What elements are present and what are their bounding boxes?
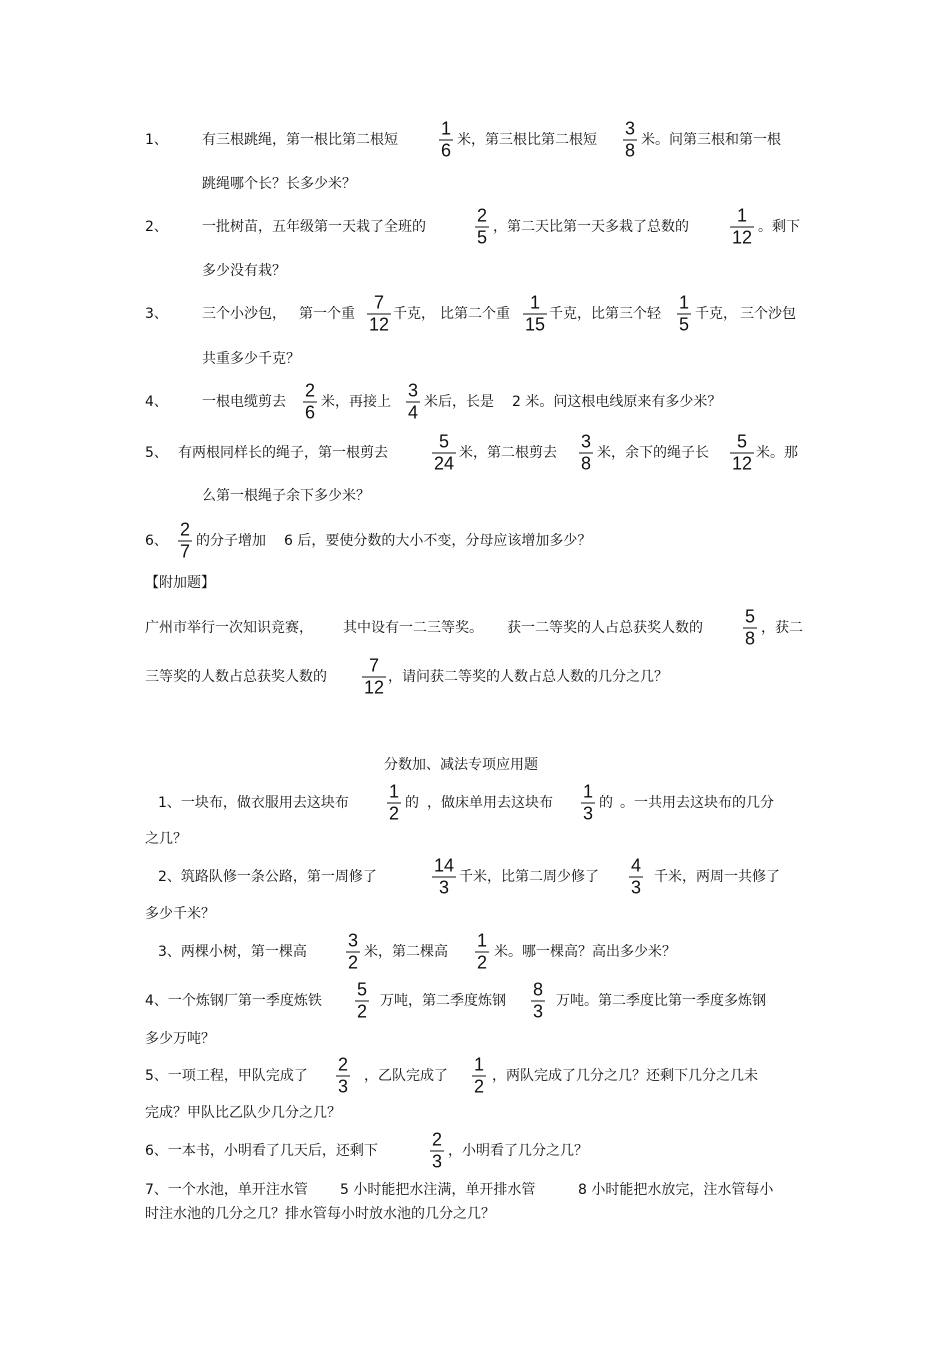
problem-text: 3、两棵小树，第一棵高 [158, 944, 307, 960]
problem-text: 千克，比第三个轻 [549, 306, 661, 322]
problem-text: 米。那 [756, 445, 798, 461]
problem-text: 完成？甲队比乙队少几分之几？ [145, 1105, 341, 1121]
problem-text: 5、一项工程，甲队完成了 [145, 1068, 308, 1084]
problem-number: 4、 [145, 394, 168, 410]
fraction: 1 12 [731, 205, 753, 248]
fraction: 5 8 [744, 606, 756, 649]
problem-text: 的 [405, 795, 419, 811]
problem-text: 比第二个重 [440, 306, 510, 322]
problem-text: 一根电缆剪去 [202, 394, 286, 410]
problem-text: 获一二等奖的人占总获奖人数的 [507, 620, 703, 636]
fraction: 4 3 [630, 855, 642, 898]
problem-text: 有三根跳绳，第一根比第二根短 [202, 132, 398, 148]
fraction: 1 15 [524, 292, 546, 335]
problem-text: 有两根同样长的绳子，第一根剪去 [178, 445, 388, 461]
problem-text: 米，再接上 [321, 394, 391, 410]
fraction: 1 2 [476, 930, 488, 973]
fraction: 3 4 [407, 380, 419, 423]
problem-text: 米。问第三根和第一根 [641, 132, 781, 148]
fraction: 1 2 [388, 781, 400, 824]
problem-text: 7、一个水池，单开注水管 [145, 1182, 308, 1198]
problem-text: 。一共用去这块布的几分 [620, 795, 774, 811]
problem-text: 4、一个炼钢厂第一季度炼铁 [145, 993, 322, 1009]
fraction: 2 5 [476, 205, 488, 248]
problem-text: 么第一根绳子余下多少米？ [202, 488, 370, 504]
problem-text: 第一个重 [299, 306, 355, 322]
problem-number: 1、 [145, 132, 168, 148]
problem-text: 之几？ [145, 831, 187, 847]
problem-text: ，请问获二等奖的人数占总人数的几分之几？ [388, 669, 668, 685]
problem-text: ，小明看了几分之几？ [448, 1143, 588, 1159]
problem-text: 米，第二棵高 [364, 944, 448, 960]
problem-number: 6、 [145, 533, 168, 549]
fraction: 3 8 [580, 431, 592, 474]
fraction: 8 3 [532, 979, 544, 1022]
problem-text: 其中设有一二三等奖。 [343, 620, 483, 636]
problem-text: 千米，比第二周少修了 [459, 869, 599, 885]
problem-text: 米，余下的绳子长 [597, 445, 709, 461]
problem-text: 米。哪一棵高？高出多少米？ [494, 944, 676, 960]
problem-text: 米后，长是 [424, 394, 494, 410]
bonus-title: 【附加题】 [145, 575, 215, 591]
fraction: 14 3 [433, 855, 455, 898]
problem-text: 2、筑路队修一条公路，第一周修了 [158, 869, 377, 885]
fraction: 7 12 [368, 292, 390, 335]
problem-text: 6 后，要使分数的大小不变，分母应该增加多少？ [284, 533, 592, 549]
problem-text: 时注水池的几分之几？排水管每小时放水池的几分之几？ [145, 1206, 495, 1222]
problem-text: 一批树苗，五年级第一天栽了全班的 [202, 219, 426, 235]
problem-number: 2、 [145, 219, 168, 235]
fraction: 5 24 [433, 431, 455, 474]
fraction: 2 3 [337, 1054, 349, 1097]
problem-text: 的分子增加 [196, 533, 266, 549]
fraction: 5 2 [356, 979, 368, 1022]
fraction: 1 5 [678, 292, 690, 335]
problem-text: 2 米。问这根电线原来有多少米？ [512, 394, 722, 410]
problem-text: 三个沙包 [740, 306, 796, 322]
problem-text: 千米，两周一共修了 [654, 869, 780, 885]
problem-text: 广州市举行一次知识竞赛， [145, 620, 313, 636]
fraction: 1 2 [473, 1054, 485, 1097]
fraction: 2 6 [304, 380, 316, 423]
fraction: 5 12 [731, 431, 753, 474]
fraction: 3 8 [624, 118, 636, 161]
problem-text: 跳绳哪个长？长多少米？ [202, 176, 356, 192]
problem-text: 5 小时能把水注满，单开排水管 [340, 1182, 536, 1198]
problem-text: ，获二 [761, 620, 803, 636]
problem-text: 三等奖的人数占总获奖人数的 [145, 669, 327, 685]
problem-text: 万吨。第二季度比第一季度多炼钢 [556, 993, 766, 1009]
fraction: 1 6 [440, 118, 452, 161]
fraction: 2 7 [179, 519, 191, 562]
problem-text: 的 [599, 795, 613, 811]
problem-text: 多少万吨？ [145, 1031, 215, 1047]
problem-text: ，做床单用去这块布 [427, 795, 553, 811]
problem-number: 5、 [145, 445, 168, 461]
fraction: 2 3 [431, 1129, 443, 1172]
problem-text: 三个小沙包， [202, 306, 286, 322]
section-title: 分数加、减法专项应用题 [384, 757, 538, 773]
problem-text: 米，第三根比第二根短 [457, 132, 597, 148]
problem-text: 千克， [695, 306, 737, 322]
problem-text: ，乙队完成了 [364, 1068, 448, 1084]
problem-text: 米，第二根剪去 [459, 445, 557, 461]
problem-text: ，两队完成了几分之几？还剩下几分之几未 [492, 1068, 758, 1084]
problem-text: 多少没有栽？ [202, 263, 286, 279]
problem-text: 8 小时能把水放完，注水管每小 [578, 1182, 774, 1198]
problem-text: 共重多少千克？ [202, 351, 300, 367]
problem-number: 3、 [145, 306, 168, 322]
fraction: 1 3 [582, 781, 594, 824]
fraction: 7 12 [363, 655, 385, 698]
problem-text: ，第二天比第一天多栽了总数的 [493, 219, 689, 235]
problem-text: 1、一块布，做衣服用去这块布 [158, 795, 349, 811]
problem-text: 万吨，第二季度炼钢 [380, 993, 506, 1009]
problem-text: 千克， [393, 306, 435, 322]
problem-text: 6、一本书，小明看了几天后，还剩下 [145, 1143, 378, 1159]
fraction: 3 2 [347, 930, 359, 973]
problem-text: 。剩下 [758, 219, 800, 235]
problem-text: 多少千米？ [145, 906, 215, 922]
